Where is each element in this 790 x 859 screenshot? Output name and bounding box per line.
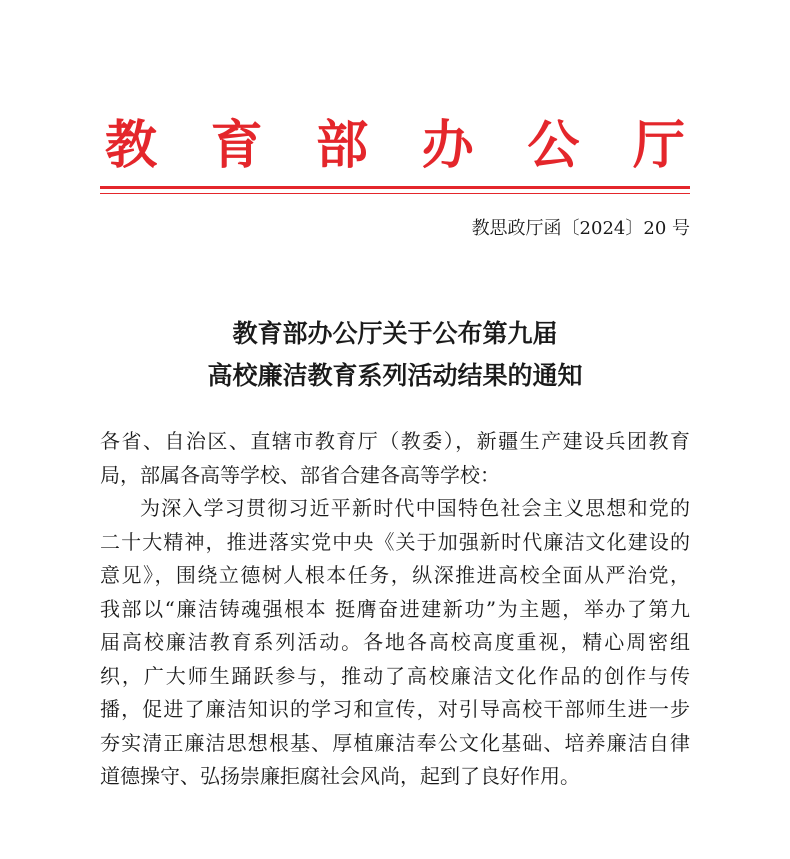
body-line: 织，广大师生踊跃参与，推动了高校廉洁文化作品的创作与传 bbox=[100, 663, 690, 688]
letterhead-char: 教 bbox=[104, 115, 157, 176]
letterhead-char: 育 bbox=[210, 115, 263, 176]
document-title bbox=[100, 313, 690, 397]
document-title-line: 教育部办公厅关于公布第九届 bbox=[232, 319, 558, 348]
letterhead-divider-thin bbox=[100, 193, 690, 194]
body-line: 意见》，围绕立德树人根本任务，纵深推进高校全面从严治党， bbox=[100, 563, 690, 587]
addressee-paragraph bbox=[100, 425, 690, 492]
body-line: 为深入学习贯彻习近平新时代中国特色社会主义思想和党的 bbox=[140, 496, 690, 520]
document-body bbox=[100, 425, 690, 794]
body-paragraph bbox=[100, 492, 690, 794]
document-title-line: 高校廉洁教育系列活动结果的通知 bbox=[207, 361, 583, 390]
letterhead-title bbox=[100, 112, 690, 180]
body-line: 各省、自治区、直辖市教育厅（教委），新疆生产建设兵团教育 bbox=[100, 429, 690, 453]
body-line: 我部以“廉洁铸魂强根本 挺膺奋进建新功”为主题，举办了第九 bbox=[100, 596, 690, 621]
letterhead-char: 公 bbox=[527, 115, 580, 176]
letterhead-char: 办 bbox=[421, 115, 474, 176]
body-line: 道德操守、弘扬崇廉拒腐社会风尚，起到了良好作用。 bbox=[100, 764, 580, 788]
body-line: 二十大精神，推进落实党中央《关于加强新时代廉洁文化建设的 bbox=[100, 529, 690, 554]
body-line: 届高校廉洁教育系列活动。各地各高校高度重视，精心周密组 bbox=[100, 630, 690, 654]
letterhead-divider-thick bbox=[100, 186, 690, 189]
body-line: 局，部属各高等学校、部省合建各高等学校： bbox=[100, 462, 500, 487]
body-line: 夯实清正廉洁思想根基、厚植廉洁奉公文化基础、培养廉洁自律 bbox=[100, 730, 690, 755]
letterhead-char: 厅 bbox=[632, 115, 685, 176]
letterhead-char: 部 bbox=[316, 115, 369, 176]
body-line: 播，促进了廉洁知识的学习和宣传，对引导高校干部师生进一步 bbox=[100, 697, 690, 721]
document-number: 教思政厅函〔2024〕20 号 bbox=[471, 218, 690, 239]
